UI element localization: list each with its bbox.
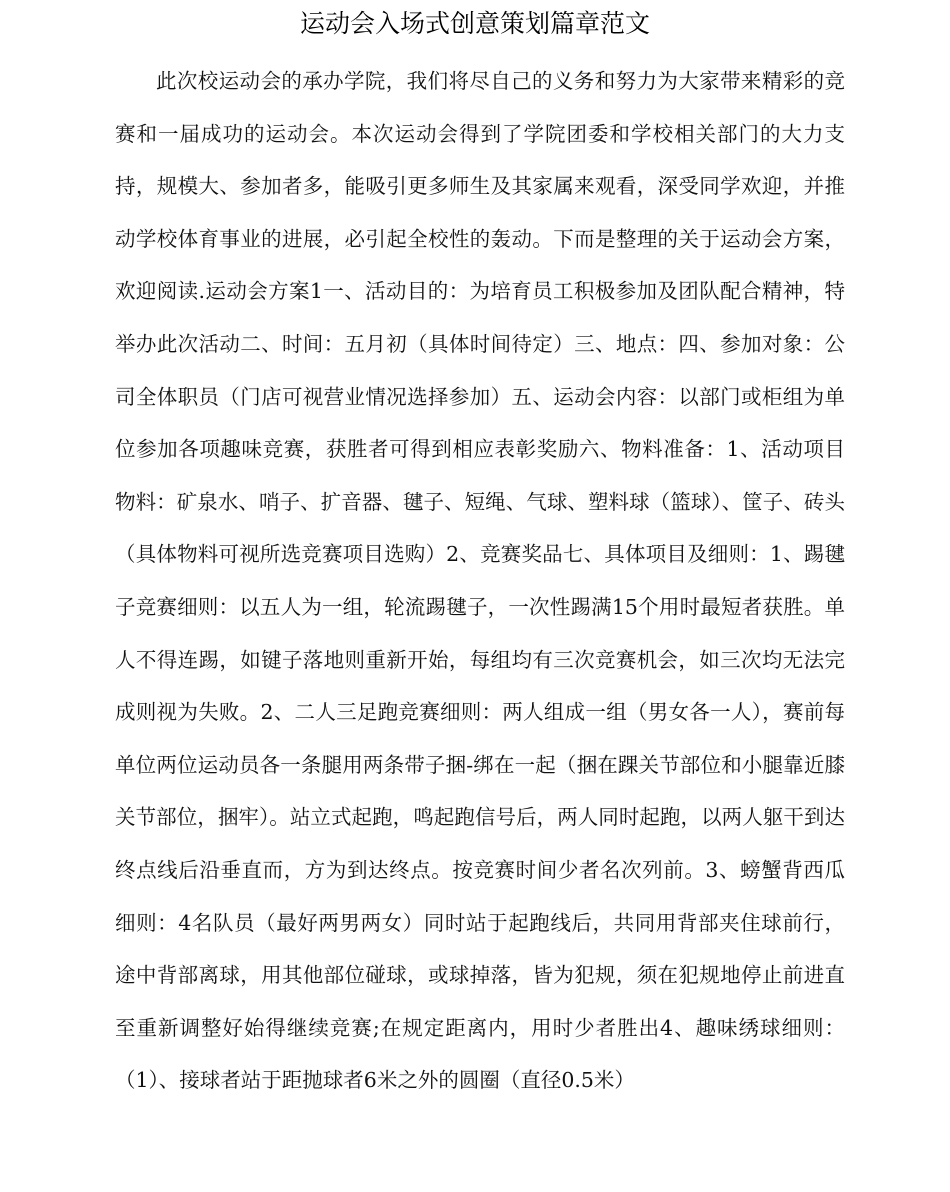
document-title: 运动会入场式创意策划篇章范文 (299, 9, 650, 38)
document-body-paragraph: 此次校运动会的承办学院，我们将尽自己的义务和努力为大家带来精彩的竞赛和一届成功的运动会。本次运动会得到了学院团委和学校相关部门的大力支持，规模大、参加者多，能吸引更多师生及其家属来观看，深受同学欢迎，并推动学校体育事业的进展，必引起全校性的轰动。下而是整理的关于运动会方案，欢迎阅读.运动会方案1一、活动目的：为培育员工积极参加及团队配合精神，特举办此次活动二、时间：五月初（具体时间待定）三、地点：四、参加对象：公司全体职员（门店可视营业情况选择参加）五、运动会内容：以部门或柜组为单位参加各项趣味竞赛，获胜者可得到相应表彰奖励六、物料准备：1、活动项目物料：矿泉水、哨子、扩音器、毽子、短绳、气球、塑料球（篮球）、筐子、砖头（具体物料可视所选竞赛项目选购）2、竞赛奖品七、具体项目及细则：1、踢毽子竞赛细则：以五人为一组，轮流踢毽子，一次性踢满15个用时最短者获胜。单人不得连踢，如键子落地则重新开始，每组均有三次竞赛机会，如三次均无法完成则视为失败。2、二人三足跑竞赛细则：两人组成一组（男女各一人），赛前每单位两位运动员各一条腿用两条带子捆-绑在一起（捆在踝关节部位和小腿靠近膝关节部位，捆牢）。站立式起跑，鸣起跑信号后，两人同时起跑，以两人躯干到达终点线后沿垂直而，方为到达终点。按竞赛时间少者名次列前。3、螃蟹背西瓜细则：4名队员（最好两男两女）同时站于起跑线后，共同用背部夹住球前行，途中背部离球，用其他部位碰球，或球掉落，皆为犯规，须在犯规地停止前进直至重新调整好始得继续竞赛;在规定距离内，用时少者胜出4、趣味绣球细则：（1）、接球者站于距抛球者6米之外的圆圈（直径0.5米） (115, 69, 845, 1093)
